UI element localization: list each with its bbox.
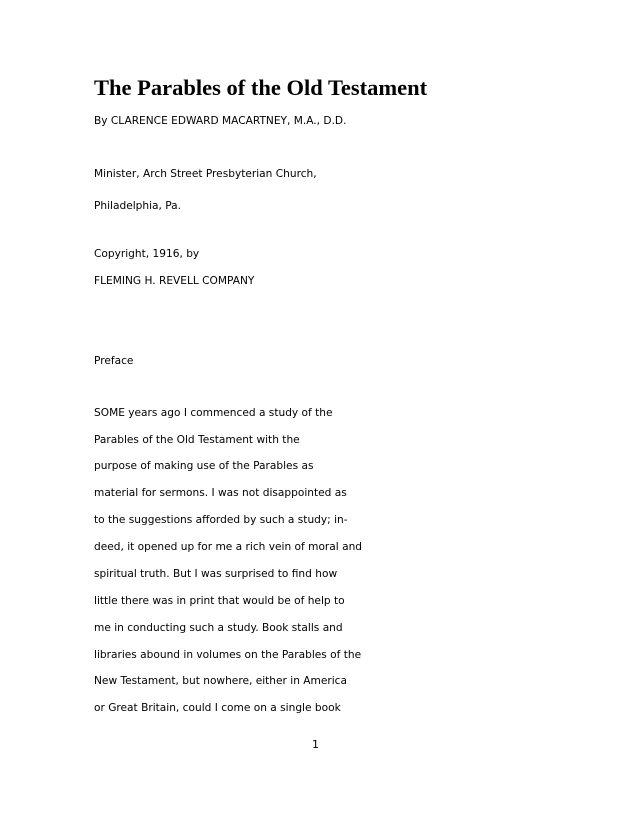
preface-line: SOME years ago I commenced a study of the [94,407,333,419]
preface-line: Parables of the Old Testament with the [94,434,300,446]
preface-line: little there was in print that would be of help to [94,595,345,607]
preface-line: me in conducting such a study. Book stalls and [94,622,343,634]
preface-line: libraries abound in volumes on the Parables of the [94,649,362,661]
copyright-line: Copyright, 1916, by [94,248,200,260]
preface-line: to the suggestions afforded by such a study; in- [94,514,348,526]
author-position: Minister, Arch Street Presbyterian Church, [94,168,317,180]
preface-line: material for sermons. I was not disappointed as [94,487,347,499]
publisher-line: FLEMING H. REVELL COMPANY [94,275,255,287]
preface-line: spiritual truth. But I was surprised to find how [94,568,338,580]
author-location: Philadelphia, Pa. [94,200,182,212]
author-byline: By CLARENCE EDWARD MACARTNEY, M.A., D.D. [94,115,347,127]
preface-line: New Testament, but nowhere, either in America [94,675,347,687]
preface-line: or Great Britain, could I come on a single book [94,702,341,714]
preface-line: purpose of making use of the Parables as [94,460,314,472]
page-number: 1 [312,738,319,751]
preface-line: deed, it opened up for me a rich vein of moral and [94,541,363,553]
section-heading: Preface [94,355,134,367]
document-title: The Parables of the Old Testament [94,75,428,100]
